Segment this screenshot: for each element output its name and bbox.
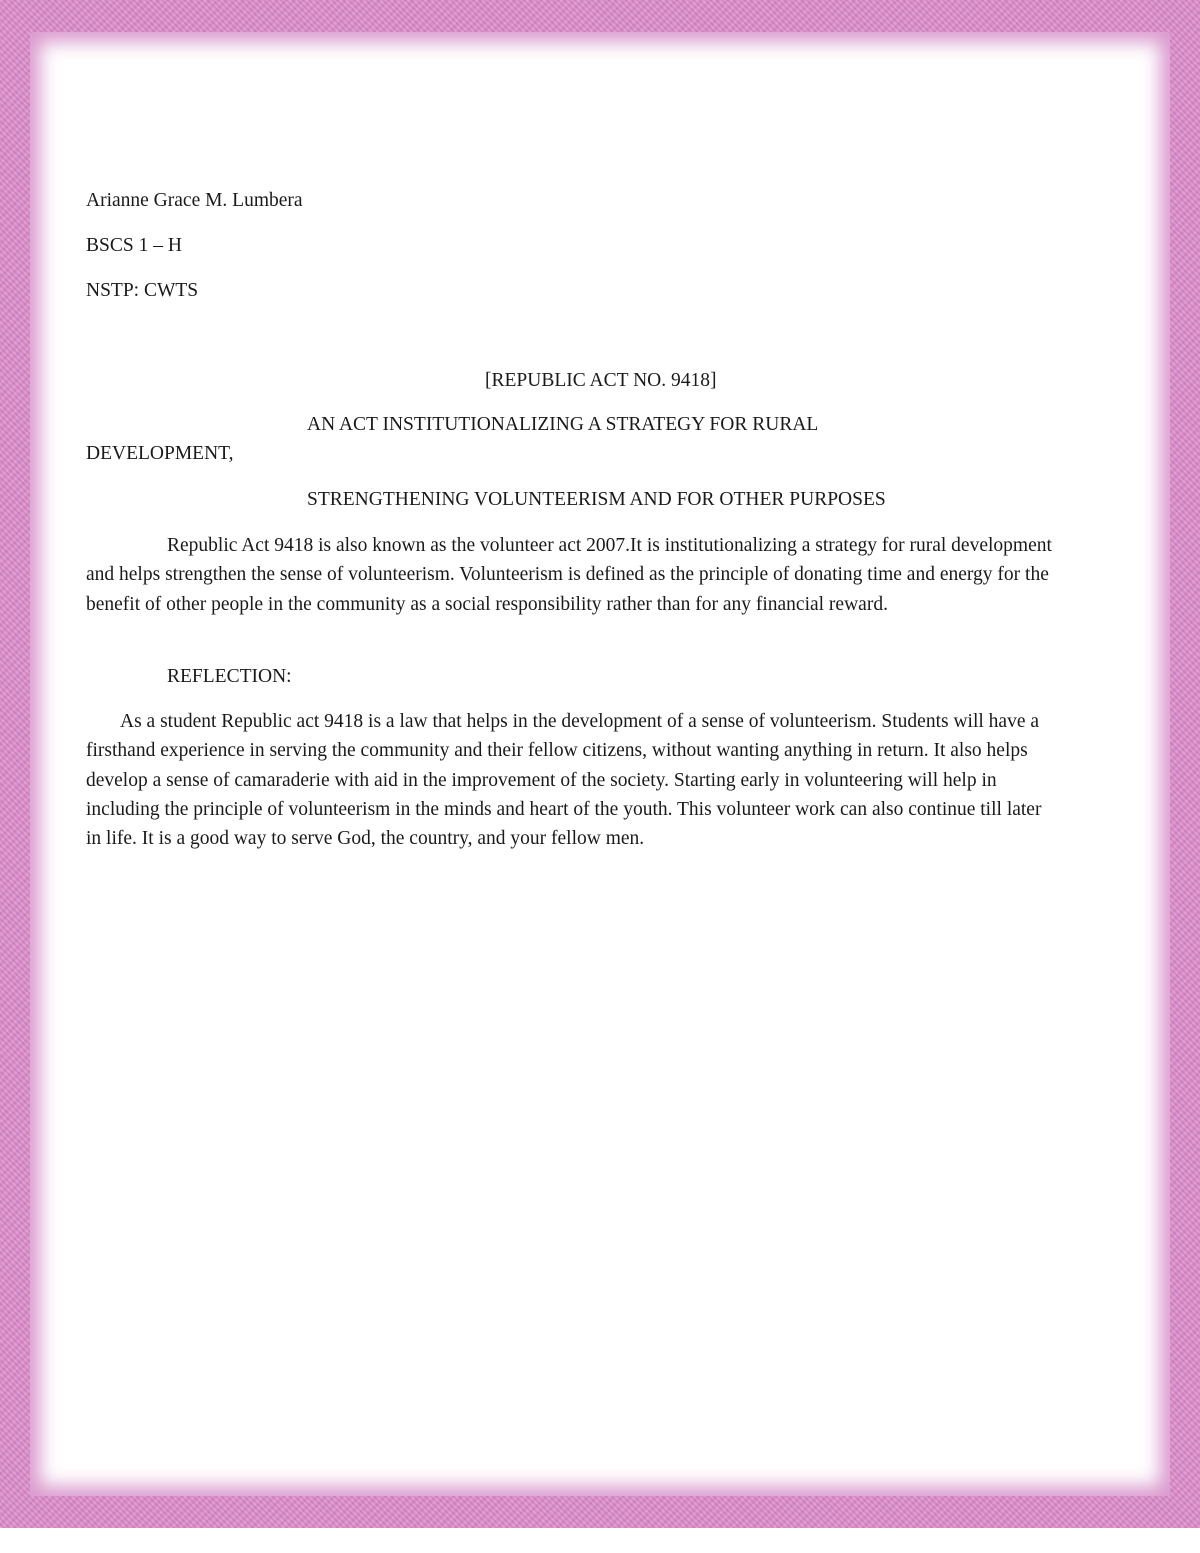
act-title-line-1-wrap: DEVELOPMENT, — [86, 443, 234, 464]
course-section: BSCS 1 – H — [86, 235, 182, 256]
summary-paragraph: Republic Act 9418 is also known as the volunteer act 2007.It is institutionalizing a strategy for rural development and helps strengthen the sense of volunteerism. Volunteerism is defined as the principle of donating time and energy for the benefit of other people in the community as a social responsibility rather than for any financial reward. — [86, 535, 1052, 615]
reflection-paragraph: As a student Republic act 9418 is a law that helps in the development of a sense of volunteerism. Students will have a firsthand experience in serving the community and their fellow citizens, without wanting anything in return. It also helps develop a sense of camaraderie with aid in the improvement of the society. Starting early in volunteering will help in including the principle of volunteerism in the minds and heart of the youth. This volunteer work can also continue till later in life. It is a good way to serve God, the country, and your fellow men. — [86, 711, 1042, 850]
course-subject: NSTP: CWTS — [86, 280, 199, 301]
reflection-heading: REFLECTION: — [167, 666, 292, 687]
act-number-heading: [REPUBLIC ACT NO. 9418] — [485, 370, 717, 391]
author-name: Arianne Grace M. Lumbera — [86, 190, 303, 211]
act-title-line-2: STRENGTHENING VOLUNTEERISM AND FOR OTHER PURPOSES — [307, 489, 886, 510]
act-title-line-1: AN ACT INSTITUTIONALIZING A STRATEGY FOR RURAL — [307, 414, 819, 435]
